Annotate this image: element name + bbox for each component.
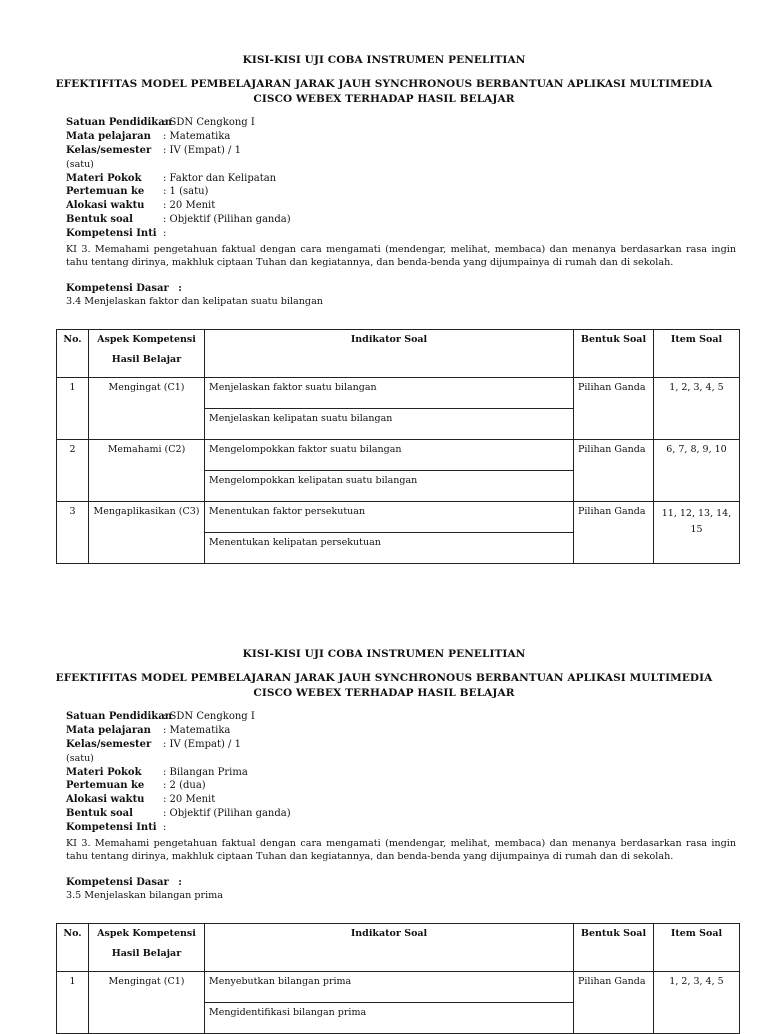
ki-colon: : bbox=[163, 228, 167, 239]
row-indikator-b: Menentukan kelipatan persekutuan bbox=[205, 533, 574, 564]
materi-value: : Bilangan Prima bbox=[163, 767, 248, 778]
satuan-value: : SDN Cengkong I bbox=[163, 711, 255, 722]
materi-label: Materi Pokok bbox=[66, 767, 142, 778]
alokasi-label: Alokasi waktu bbox=[66, 794, 145, 805]
row-no: 2 bbox=[57, 440, 89, 502]
kelas-label: Kelas/semester bbox=[66, 145, 152, 156]
kd-colon: : bbox=[178, 877, 182, 888]
row-indikator-a: Menyebutkan bilangan prima bbox=[205, 972, 574, 1003]
kelas-extra: (satu) bbox=[66, 159, 94, 170]
table-header-row bbox=[57, 330, 740, 378]
row-no: 3 bbox=[57, 502, 89, 564]
header-indikator: Indikator Soal bbox=[205, 330, 574, 378]
mapel-value: : Matematika bbox=[163, 131, 231, 142]
row-indikator-b: Mengelompokkan kelipatan suatu bilangan bbox=[205, 471, 574, 502]
row-no: 1 bbox=[57, 972, 89, 1034]
header-aspek-line1: Aspek Kompetensi bbox=[97, 334, 196, 345]
bentuk-label: Bentuk soal bbox=[66, 808, 133, 819]
row-aspek: Memahami (C2) bbox=[89, 440, 205, 502]
kd-label bbox=[66, 877, 182, 888]
bentuk-value: : Objektif (Pilihan ganda) bbox=[163, 808, 291, 819]
ki-text: KI 3. Memahami pengetahuan faktual dengan cara mengamati (mendengar, melihat, membaca) dan menanya berdasarkan rasa ingin tahu tentang dirinya, makhluk ciptaan Tuhan dan kegiatannya, dan benda-benda yang dijumpainya di rumah dan di sekolah. bbox=[66, 838, 736, 862]
kd-label-text: Kompetensi Dasar bbox=[66, 877, 169, 888]
header-bentuk: Bentuk Soal bbox=[574, 924, 654, 972]
table-row bbox=[57, 378, 740, 409]
row-indikator-a: Menentukan faktor persekutuan bbox=[205, 502, 574, 533]
row-aspek: Mengingat (C1) bbox=[89, 972, 205, 1034]
kelas-extra: (satu) bbox=[66, 753, 94, 764]
table-row bbox=[57, 440, 740, 471]
kisi-table bbox=[56, 923, 740, 1034]
pertemuan-value: : 2 (dua) bbox=[163, 780, 206, 791]
bentuk-label: Bentuk soal bbox=[66, 214, 133, 225]
row-item: 1, 2, 3, 4, 5 bbox=[654, 378, 740, 440]
row-indikator-b: Mengidentifikasi bilangan prima bbox=[205, 1003, 574, 1034]
row-indikator-b: Menjelaskan kelipatan suatu bilangan bbox=[205, 409, 574, 440]
header-aspek-line1: Aspek Kompetensi bbox=[97, 928, 196, 939]
satuan-label: Satuan Pendidikan bbox=[66, 117, 172, 128]
bentuk-value: : Objektif (Pilihan ganda) bbox=[163, 214, 291, 225]
mapel-label: Mata pelajaran bbox=[66, 725, 151, 736]
research-title-line2: CISCO WEBEX TERHADAP HASIL BELAJAR bbox=[253, 93, 515, 105]
kelas-value: : IV (Empat) / 1 bbox=[163, 739, 241, 750]
kelas-label: Kelas/semester bbox=[66, 739, 152, 750]
ki-label: Kompetensi Inti bbox=[66, 228, 157, 239]
doc-title: KISI-KISI UJI COBA INSTRUMEN PENELITIAN bbox=[242, 54, 526, 66]
kisi-table bbox=[56, 329, 740, 564]
row-aspek: Mengaplikasikan (C3) bbox=[89, 502, 205, 564]
satuan-value: : SDN Cengkong I bbox=[163, 117, 255, 128]
header-aspek bbox=[89, 330, 205, 378]
header-bentuk: Bentuk Soal bbox=[574, 330, 654, 378]
research-title-line1: EFEKTIFITAS MODEL PEMBELAJARAN JARAK JAUH SYNCHRONOUS BERBANTUAN APLIKASI MULTIMEDIA bbox=[55, 672, 713, 684]
row-no: 1 bbox=[57, 378, 89, 440]
row-bentuk: Pilihan Ganda bbox=[574, 440, 654, 502]
doc-title: KISI-KISI UJI COBA INSTRUMEN PENELITIAN bbox=[242, 648, 526, 660]
row-bentuk: Pilihan Ganda bbox=[574, 502, 654, 564]
header-item: Item Soal bbox=[654, 924, 740, 972]
row-indikator-a: Menjelaskan faktor suatu bilangan bbox=[205, 378, 574, 409]
header-aspek-line2: Hasil Belajar bbox=[111, 948, 182, 959]
ki-label: Kompetensi Inti bbox=[66, 822, 157, 833]
kd-value: 3.4 Menjelaskan faktor dan kelipatan suatu bilangan bbox=[66, 296, 323, 307]
kd-label-text: Kompetensi Dasar bbox=[66, 283, 169, 294]
satuan-label: Satuan Pendidikan bbox=[66, 711, 172, 722]
header-aspek bbox=[89, 924, 205, 972]
header-no: No. bbox=[57, 924, 89, 972]
row-bentuk: Pilihan Ganda bbox=[574, 378, 654, 440]
alokasi-label: Alokasi waktu bbox=[66, 200, 145, 211]
header-aspek-line2: Hasil Belajar bbox=[111, 354, 182, 365]
kelas-value: : IV (Empat) / 1 bbox=[163, 145, 241, 156]
table-header-row bbox=[57, 924, 740, 972]
header-indikator: Indikator Soal bbox=[205, 924, 574, 972]
research-title-line1: EFEKTIFITAS MODEL PEMBELAJARAN JARAK JAUH SYNCHRONOUS BERBANTUAN APLIKASI MULTIMEDIA bbox=[55, 78, 713, 90]
header-item: Item Soal bbox=[654, 330, 740, 378]
header-no: No. bbox=[57, 330, 89, 378]
kd-value: 3.5 Menjelaskan bilangan prima bbox=[66, 890, 223, 901]
kd-label bbox=[66, 283, 182, 294]
row-bentuk: Pilihan Ganda bbox=[574, 972, 654, 1034]
alokasi-value: : 20 Menit bbox=[163, 794, 216, 805]
pertemuan-label: Pertemuan ke bbox=[66, 186, 145, 197]
pertemuan-value: : 1 (satu) bbox=[163, 186, 209, 197]
row-item: 6, 7, 8, 9, 10 bbox=[654, 440, 740, 502]
alokasi-value: : 20 Menit bbox=[163, 200, 216, 211]
table-row bbox=[57, 502, 740, 533]
mapel-value: : Matematika bbox=[163, 725, 231, 736]
ki-colon: : bbox=[163, 822, 167, 833]
materi-value: : Faktor dan Kelipatan bbox=[163, 173, 277, 184]
row-indikator-a: Mengelompokkan faktor suatu bilangan bbox=[205, 440, 574, 471]
ki-text: KI 3. Memahami pengetahuan faktual dengan cara mengamati (mendengar, melihat, membaca) dan menanya berdasarkan rasa ingin tahu tentang dirinya, makhluk ciptaan Tuhan dan kegiatannya, dan benda-benda yang dijumpainya di rumah dan di sekolah. bbox=[66, 244, 736, 268]
row-item: 11, 12, 13, 14, 15 bbox=[654, 502, 740, 564]
kd-colon: : bbox=[178, 283, 182, 294]
row-aspek: Mengingat (C1) bbox=[89, 378, 205, 440]
materi-label: Materi Pokok bbox=[66, 173, 142, 184]
research-title-line2: CISCO WEBEX TERHADAP HASIL BELAJAR bbox=[253, 687, 515, 699]
row-item: 1, 2, 3, 4, 5 bbox=[654, 972, 740, 1034]
pertemuan-label: Pertemuan ke bbox=[66, 780, 145, 791]
table-row bbox=[57, 972, 740, 1003]
mapel-label: Mata pelajaran bbox=[66, 131, 151, 142]
